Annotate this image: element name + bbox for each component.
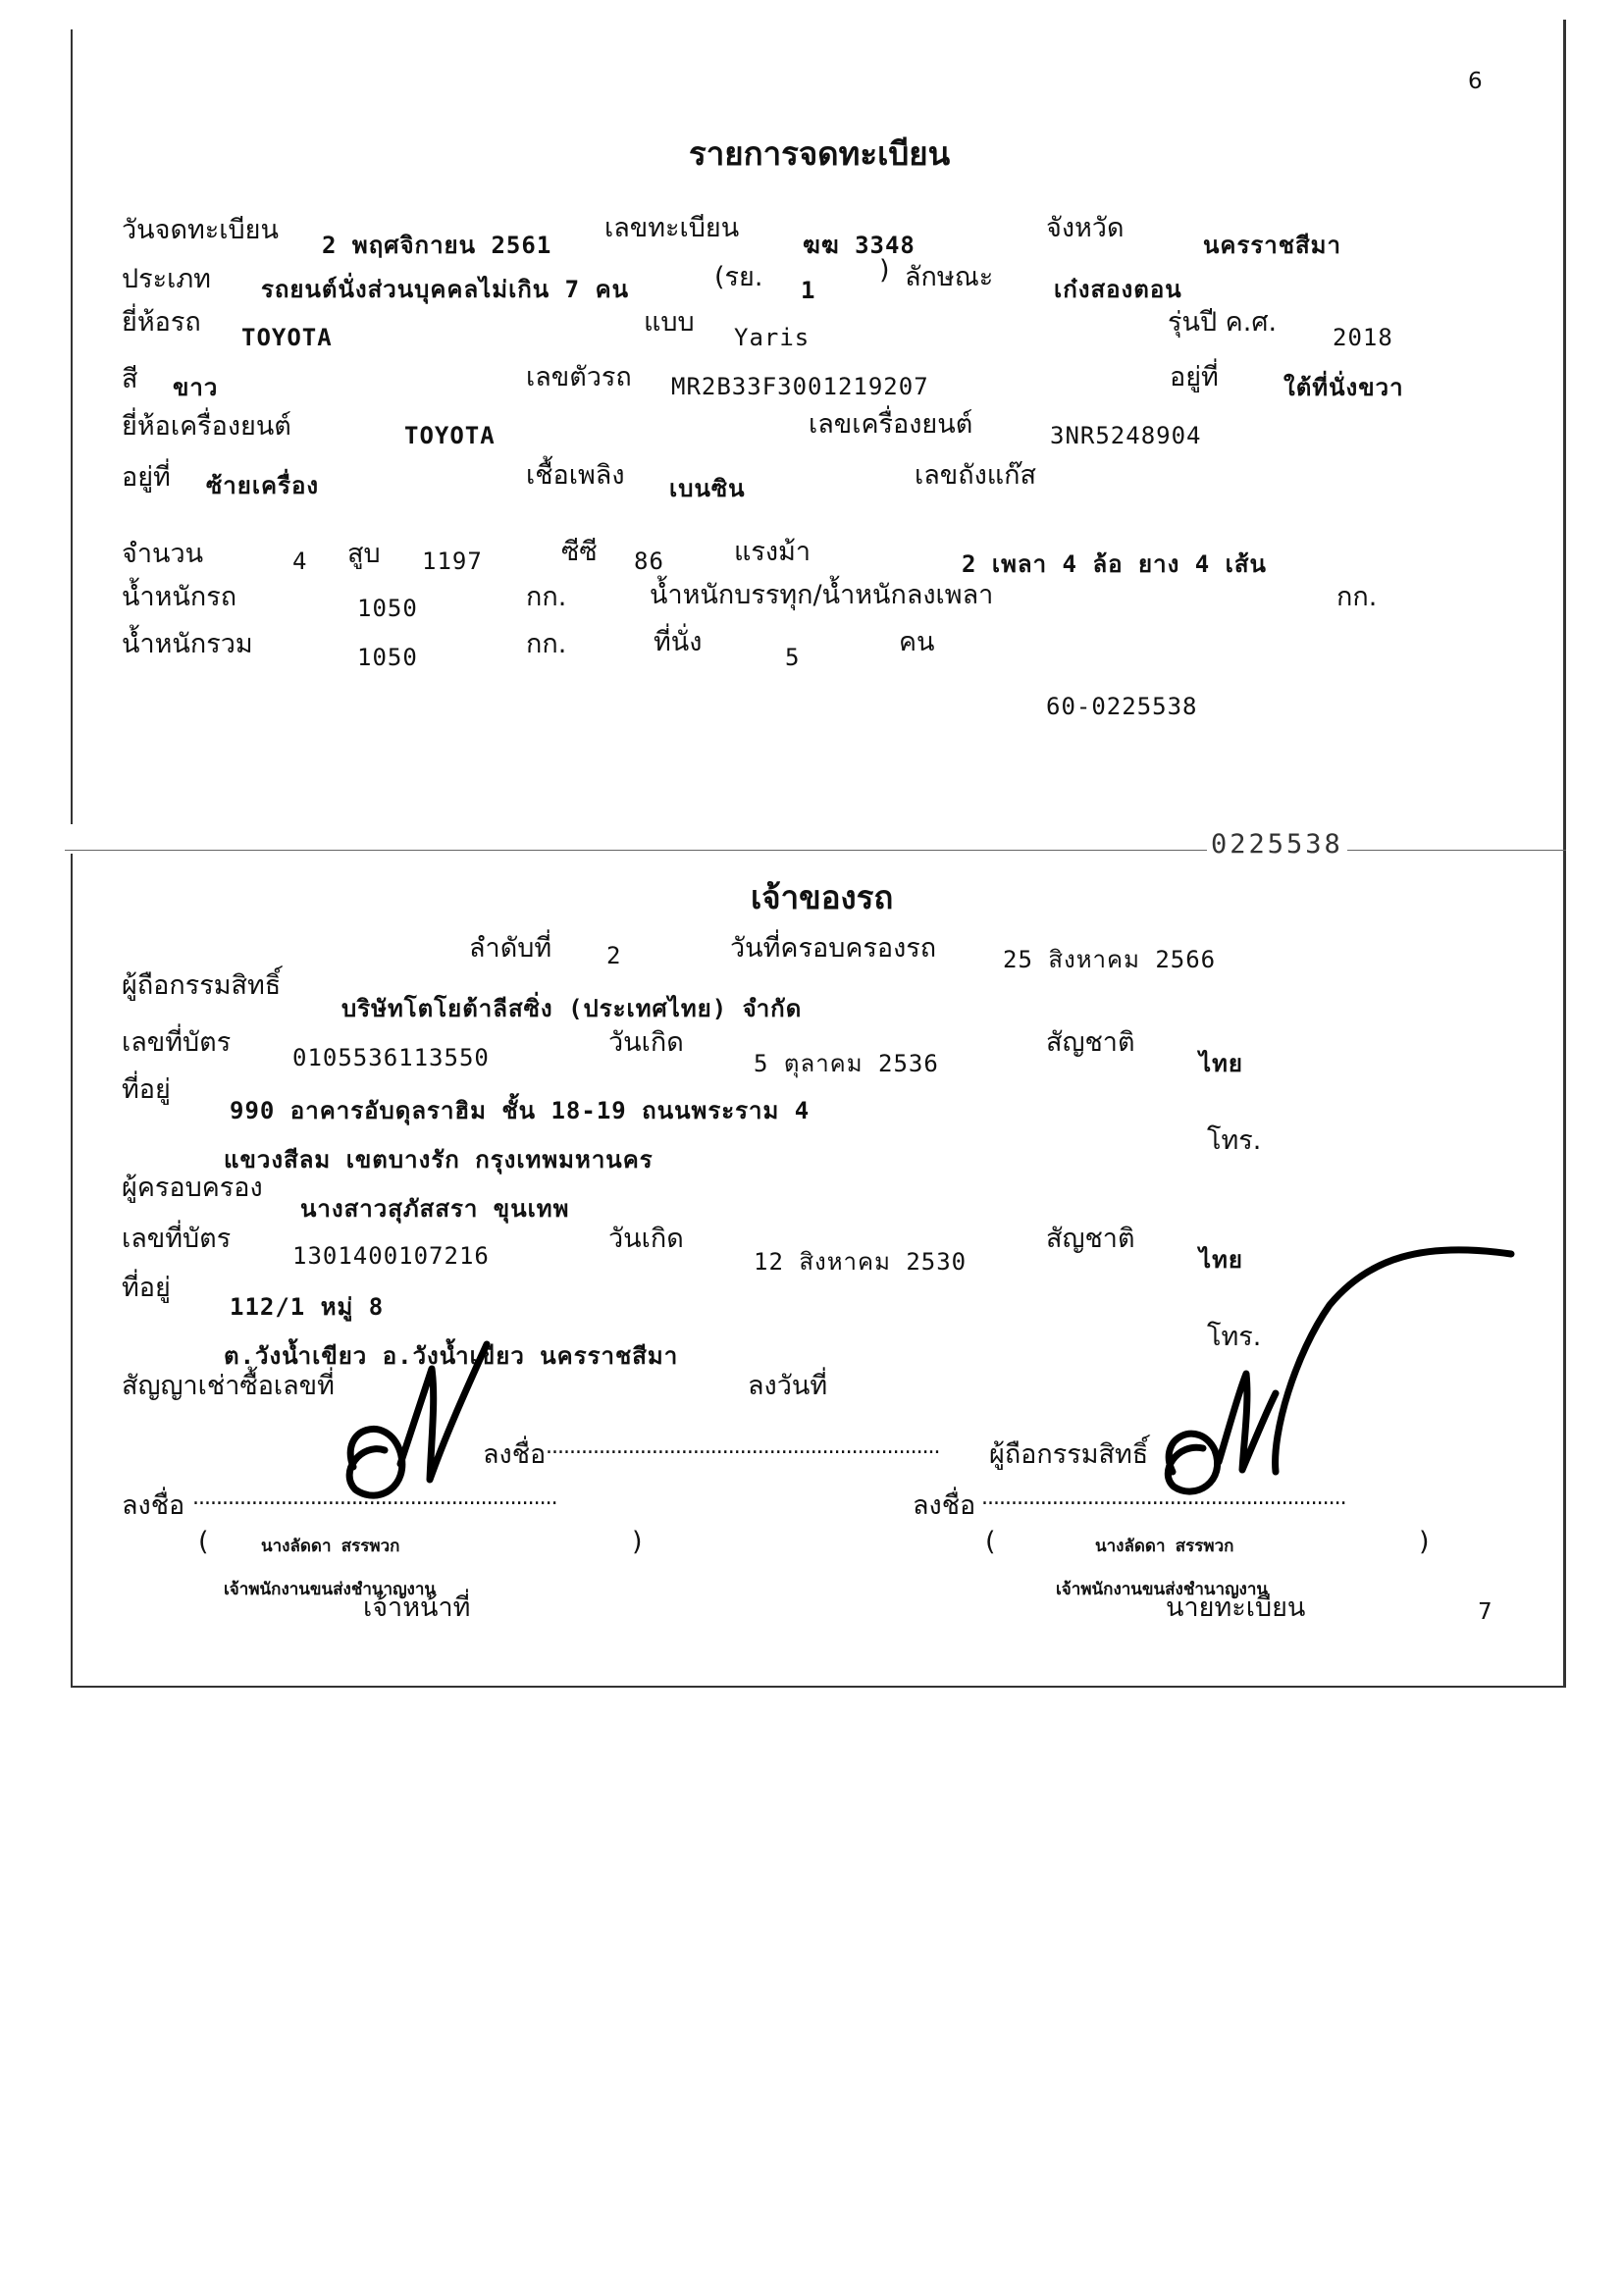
holder-label: ผู้ถือกรรมสิทธิ์ — [122, 970, 282, 1001]
possessor-addr-label: ที่อยู่ — [122, 1273, 171, 1303]
count-label: จำนวน — [122, 539, 204, 569]
possessor-label: ผู้ครอบครอง — [122, 1173, 263, 1203]
plate-value: ฆฆ 3348 — [803, 232, 916, 259]
possessor-id-value: 1301400107216 — [292, 1242, 490, 1270]
sign-holder-dots: ................................................................... — [546, 1435, 940, 1459]
year-label: รุ่นปี ค.ศ. — [1168, 307, 1278, 338]
holder-nat-value: ไทย — [1199, 1050, 1243, 1077]
engine-no-value: 3NR5248904 — [1050, 422, 1202, 449]
kg-label-3: กก. — [526, 629, 567, 659]
engine-brand-label: ยี่ห้อเครื่องยนต์ — [122, 411, 291, 442]
holder-dob-label: วันเกิด — [608, 1027, 684, 1058]
holder-id-label: เลขที่บัตร — [122, 1027, 232, 1058]
engine-no-label: เลขเครื่องยนต์ — [809, 409, 973, 440]
vin-location-value: ใต้ที่นั่งขวา — [1283, 374, 1404, 401]
officer-right-close: ) — [1419, 1527, 1430, 1557]
style-label: ลักษณะ — [905, 262, 994, 292]
axles-value: 2 เพลา 4 ล้อ ยาง 4 เส้น — [962, 550, 1267, 578]
possessor-addr-line1: 112/1 หมู่ 8 — [230, 1293, 385, 1321]
province-value: นครราชสีมา — [1203, 232, 1341, 259]
sign-left-dots: .............................................................. — [192, 1486, 557, 1510]
cc-label: ซีซี — [561, 537, 598, 567]
kg-label-2: กก. — [1336, 582, 1378, 612]
brand-value: TOYOTA — [241, 324, 333, 351]
weight-label: น้ำหนักรถ — [122, 582, 237, 612]
model-label: แบบ — [644, 307, 695, 338]
possessor-nat-label: สัญชาติ — [1046, 1224, 1135, 1254]
owner-title: เจ้าของรถ — [751, 878, 894, 916]
possession-date-label: วันที่ครอบครองรถ — [730, 933, 937, 964]
gas-tank-label: เลขถังแก๊ส — [915, 460, 1036, 491]
vin-location-label: อยู่ที่ — [1170, 362, 1219, 392]
sign-right-label: ลงชื่อ — [913, 1490, 976, 1521]
count-value: 4 — [292, 548, 308, 575]
holder-nat-label: สัญชาติ — [1046, 1027, 1135, 1058]
sign-left-label: ลงชื่อ — [122, 1490, 185, 1521]
seats-value: 5 — [785, 644, 801, 671]
holder-tel-label: โทร. — [1207, 1125, 1262, 1156]
kg-label-1: กก. — [526, 582, 567, 612]
sign-right-dots: .............................................................. — [981, 1486, 1346, 1510]
reg-date-label: วันจดทะเบียน — [122, 215, 279, 245]
possession-date-value: 25 สิงหาคม 2566 — [1003, 946, 1217, 973]
year-value: 2018 — [1333, 324, 1393, 351]
cylinder-label: สูบ — [347, 539, 381, 569]
engine-location-value: ซ้ายเครื่อง — [206, 472, 320, 499]
officer-right-title: เจ้าพนักงานขนส่งชำนาญงาน — [1056, 1580, 1269, 1599]
officer-left-name: นางลัดดา สรรพวก — [261, 1537, 400, 1556]
holder-dob-value: 5 ตุลาคม 2536 — [754, 1050, 939, 1077]
signed-date-label: ลงวันที่ — [748, 1371, 828, 1401]
rs-label-open: (รย. — [714, 262, 763, 292]
engine-location-label: อยู่ที่ — [122, 462, 171, 493]
order-value: 2 — [606, 942, 622, 969]
total-weight-label: น้ำหนักรวม — [122, 629, 253, 659]
hp-label: แรงม้า — [734, 537, 812, 567]
vin-value: MR2B33F3001219207 — [671, 373, 929, 400]
holder-value: บริษัทโตโยต้าลีสซิ่ง (ประเทศไทย) จำกัด — [341, 995, 803, 1022]
fuel-label: เชื้อเพลิง — [526, 460, 625, 491]
holder-id-value: 0105536113550 — [292, 1044, 490, 1071]
color-value: ขาว — [173, 374, 219, 401]
possessor-addr-line2: ต.วังน้ำเขียว อ.วังน้ำเขียว นครราชสีมา — [224, 1342, 679, 1370]
color-label: สี — [122, 364, 138, 394]
brand-label: ยี่ห้อรถ — [122, 307, 201, 338]
registration-title: รายการจดทะเบียน — [689, 134, 951, 173]
weight-value: 1050 — [357, 595, 418, 622]
officer-right-role: นายทะเบียน — [1166, 1592, 1306, 1623]
page-number-bottom: 7 — [1478, 1599, 1492, 1625]
total-weight-value: 1050 — [357, 644, 418, 671]
vin-label: เลขตัวรถ — [526, 362, 632, 392]
possessor-id-label: เลขที่บัตร — [122, 1224, 232, 1254]
possessor-dob-value: 12 สิงหาคม 2530 — [754, 1248, 968, 1276]
page-number-top: 6 — [1468, 69, 1483, 94]
possessor-value: นางสาวสุภัสสรา ขุนเทพ — [300, 1195, 570, 1223]
engine-brand-value: TOYOTA — [404, 422, 496, 449]
officer-left-title: เจ้าพนักงานขนส่งชำนาญงาน — [224, 1580, 437, 1599]
officer-left-open: ( — [198, 1527, 209, 1557]
type-value: รถยนต์นั่งส่วนบุคคลไม่เกิน 7 คน — [261, 276, 630, 303]
officer-left-close: ) — [632, 1527, 643, 1557]
form-number: 60-0225538 — [1046, 693, 1198, 720]
person-label: คน — [899, 627, 935, 657]
left-border-top — [71, 29, 73, 824]
serial-stamp: 0225538 — [1207, 829, 1347, 860]
officer-right-name: นางลัดดา สรรพวก — [1095, 1537, 1234, 1556]
load-label: น้ำหนักบรรทุก/น้ำหนักลงเพลา — [650, 580, 994, 610]
holder-addr-label: ที่อยู่ — [122, 1074, 171, 1105]
contract-label: สัญญาเช่าซื้อเลขที่ — [122, 1371, 335, 1401]
seats-label: ที่นั่ง — [654, 627, 703, 657]
fuel-value: เบนซิน — [669, 475, 746, 502]
type-label: ประเภท — [122, 264, 211, 294]
sign-holder-label: ลงชื่อ — [483, 1439, 547, 1470]
possessor-tel-label: โทร. — [1207, 1322, 1262, 1352]
possessor-nat-value: ไทย — [1199, 1246, 1243, 1274]
rs-label-close: ) — [879, 255, 890, 286]
model-value: Yaris — [734, 324, 811, 351]
style-value: เก๋งสองตอน — [1054, 276, 1182, 303]
bottom-border — [71, 1686, 1564, 1688]
holder-addr-line2: แขวงสีลม เขตบางรัก กรุงเทพมหานคร — [224, 1146, 654, 1174]
hp-value: 86 — [634, 548, 664, 575]
reg-date-value: 2 พฤศจิกายน 2561 — [322, 232, 552, 259]
signature-right — [1168, 1250, 1511, 1491]
holder-addr-line1: 990 อาคารอับดุลราฮิม ชั้น 18-19 ถนนพระราม 4 — [230, 1097, 811, 1124]
left-border-bottom — [71, 854, 73, 1688]
officer-right-open: ( — [985, 1527, 996, 1557]
sign-holder-role: ผู้ถือกรรมสิทธิ์ — [989, 1439, 1149, 1470]
cc-value: 1197 — [422, 548, 483, 575]
province-label: จังหวัด — [1046, 213, 1125, 243]
rs-value: 1 — [801, 277, 816, 304]
order-label: ลำดับที่ — [469, 933, 552, 964]
right-border — [1563, 20, 1566, 1688]
possessor-dob-label: วันเกิด — [608, 1224, 684, 1254]
plate-label: เลขทะเบียน — [604, 213, 740, 243]
officer-left-role: เจ้าหน้าที่ — [363, 1592, 471, 1623]
